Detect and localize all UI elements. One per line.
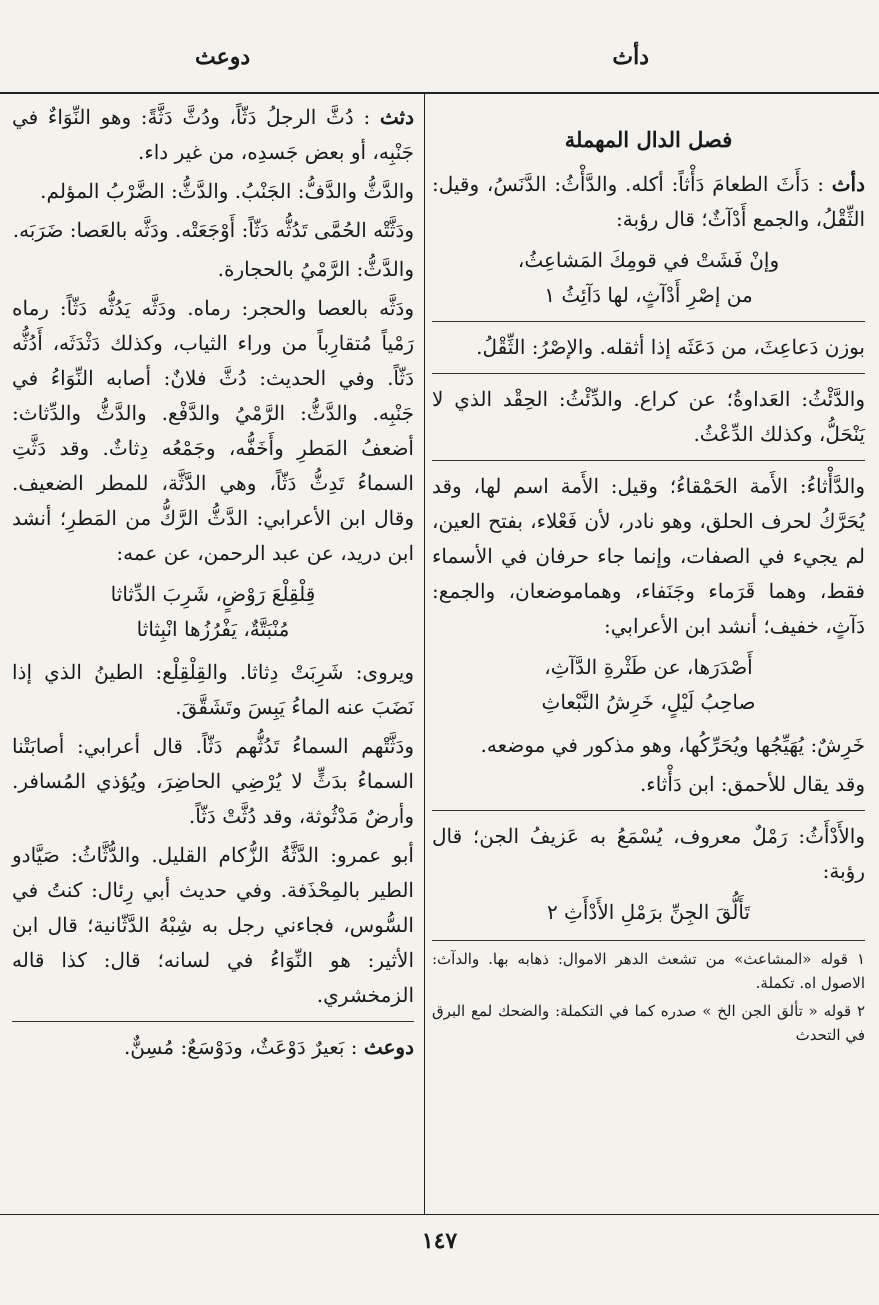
separator [432,373,865,374]
paragraph: والدَّثُّ: الرَّمْيُ بالحجارة. [217,257,414,281]
separator [432,321,865,322]
paragraph: والأَدْأَثُ: رَمْلٌ معروف، يُسْمَعُ به عَزيفُ الجن؛ قال رؤبة: [432,823,865,883]
verse-line: أَصْدَرَها، عن طَثْرةِ الدَّآثِ، [544,654,753,679]
paragraph: ويروى: شَرِبَتْ دِثاثا. والقِلْقِلْع: الطينُ الذي إذا نَضَبَ عنه الماءُ يَبِسَ وتَشَقَّقَ. [12,660,414,719]
paragraph: خَرِشٌ: يُهَيِّجُها ويُحَرِّكُها، وهو مذكور في موضعه. [480,732,865,757]
entry-text: : دُثَّ الرجلُ دَثّاً، ودُثَّ دَثَّةً: وهو النِّوَاءٌ في جَنْبِه، أو بعض جَسدِه، من غير داء. [12,105,414,164]
paragraph: أبو عمرو: الدَّثَّةُ الزُّكام القليل. والدُّثَّاثُ: صَيَّادو الطير بالمِحْذَفة. وفي حديث أبي رِئال: كنتُ في السُّوس، فجاءني رجل به شِبْهُ الدَّثّانية؛ قال ابن الأثير: هو النِّوَاءُ في لسانه؛ قال: كذا قاله الزمخشري. [12,843,414,1007]
header-root-right: دأث [612,44,649,70]
footnote: ١ قوله «المشاعث» من تشعث الدهر الاموال: ذهابه بها. والدآث: الاصول اه. تكملة. [432,949,865,992]
verse-line: تَأَلُّقَ الجِنِّ برَمْلِ الأَدْأَثِ ٢ [546,899,751,924]
paragraph: والدَّأْثاءُ: الأَمة الحَمْقاءُ؛ وقيل: الأَمة اسم لها، وقد يُحَرَّكُ لحرف الحلق، وهو نادر، لأن فَعْلاء، بفتح العين، لم يجيء في الصفات، وإنما جاء حرفان في الأسماء فقط، وهما قَرَماء وجَنَفاء، وهماموضعان، والجمع: دَآثٍ، خفيف؛ أنشد ابن الأعرابي: [432,473,865,638]
paragraph: والدَّئْثُ: العَداوةُ؛ عن كراع. والدِّئْثُ: الحِقْد الذي لا يَنْحَلُّ، وكذلك الدِّعْثُ. [432,386,865,446]
footnote-rule [432,940,865,941]
top-rule [0,92,879,94]
verse-line: من إصْرِ أَدْآثٍ، لها دَآئِثُ ١ [544,282,753,307]
page-number: ١٤٧ [421,1228,458,1254]
section-heading: فصل الدال المهملة [564,127,733,152]
paragraph: وقد يقال للأحمق: ابن دَأْثاء. [639,771,865,796]
verse-line: قِلْقِلْعَ رَوْضٍ، شَرِبَ الدِّثاثا [110,582,316,606]
entry-text: : دَأَثَ الطعامَ دَأْثاً: أكله. والدَّأْثُ: الدَّنَسُ، وقيل: الثِّقْلُ، والجمع أَدْآثٌ؛ قال رؤبة: [432,171,865,231]
right-column [432,118,865,1051]
paragraph: ودَثَّتْهم السماءُ تَدُثُّهم دَثّاً. قال أعرابي: أصابَتْنا السماءُ بدَثٍّ لا يُرْضِي الحاضِرَ، ويُؤذي المُسافر. وأرضٌ مَدْثُوثة، وقد دُثَّتْ دَثّاً. [12,734,414,828]
entry-datha [12,100,414,170]
separator [12,1021,414,1022]
verse-line: صاحِبُ لَيْلٍ، خَرِشُ النَّبْعاثِ [541,689,756,714]
entry-headword: دوعث [363,1035,414,1059]
entry-dawath [12,1030,414,1065]
entry-headword: دأث [831,171,865,196]
entry-dath [432,167,865,237]
bottom-rule [0,1214,879,1215]
verse-block [432,650,865,720]
paragraph: بوزن دَعاعِثَ، من دَعَثَه إذا أثقله. والإصْرُ: الثِّقْلُ. [476,334,865,359]
verse-block [12,577,414,647]
entry-headword: دثث [379,105,415,129]
header-root-left: دوعث [195,44,251,70]
verse-block [432,243,865,313]
paragraph: ودَثَّه بالعصا والحجر: رماه. ودَثَّه يَدُثُّه دَثّاً: رماه رَمْياً مُتقارِباً من وراء الثياب، وكذلك دَثْدَثَه، أَدُثُّه دَثّاً. وفي الحديث: دُثَّ فلانٌ: أصابه النِّوَاءُ في جَنْبِه. والدَّثُّ: الرَّمْيُ والدَّفْع. والدَّثُّ والدِّثاث: أضعفُ المَطرِ وأَخَفُّه، وجَمْعُه دِثاثٌ. وقد دَثَّتِ السماءُ تَدِثُّ دَثّاً، وهي الدَّثَّة، للمطر الضعيف. وقال ابن الأعرابي: الدَّثُّ الرَّكُّ من المَطرِ؛ أنشد ابن دريد، عن عبد الرحمن، عن عمه: [12,296,414,565]
separator [432,810,865,811]
footnote: ٢ قوله « تألق الجن الخ » صدره كما في التكملة: والضحك لمع البرق في التحدث [432,1001,865,1044]
left-column [12,100,414,1069]
entry-text: : بَعيرٌ دَوْعَثٌ، ودَوْسَعٌ: مُسِنٌّ. [123,1035,358,1059]
paragraph: والدَّثُّ والدَّفُّ: الجَنْبُ. والدَّثُّ: الضَّرْبُ المؤلم. [40,179,414,203]
separator [432,460,865,461]
verse-line: وإنْ فَشَتْ في قومِكَ المَشاعِثُ، [517,247,780,272]
verse-block [432,895,865,930]
verse-line: مُنْبَتَّةٌ، يَفْرُزُها انْبِثاثا [136,617,290,641]
column-divider [424,92,425,1214]
paragraph: ودَثَّتْه الحُمَّى تَدُثُّه دَثّاً: أَوْجَعَتْه. ودَثَّه بالعَصا: ضَرَبَه. [12,218,414,242]
